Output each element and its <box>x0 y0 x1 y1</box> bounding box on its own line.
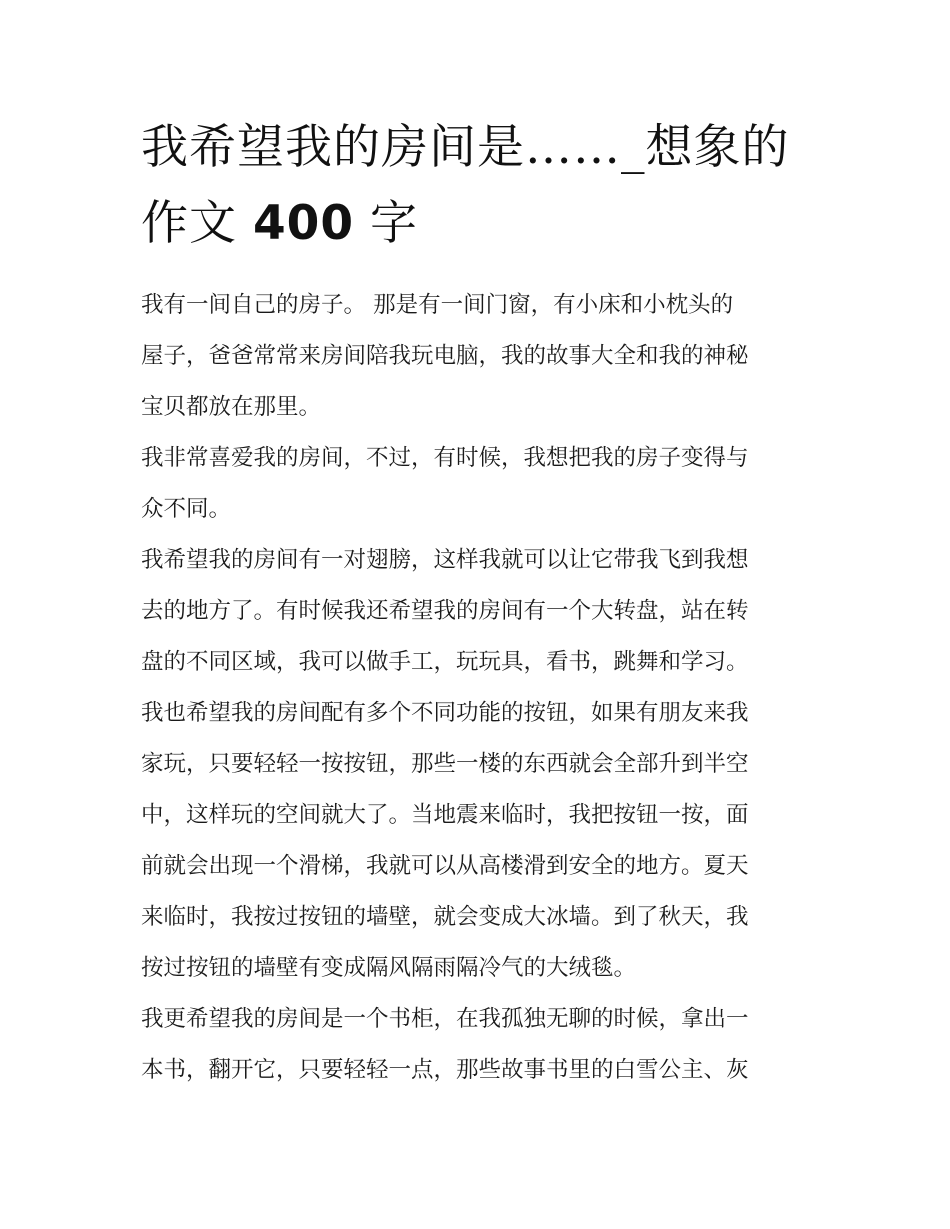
title-line-2 <box>141 186 813 262</box>
text-line: 前就会出现一个滑梯，我就可以从高楼滑到安全的地方。夏天 <box>141 853 749 879</box>
text-line: 宝贝都放在那里。 <box>141 394 322 420</box>
text-line: 来临时，我按过按钮的墙壁，就会变成大冰墙。到了秋天，我 <box>141 904 749 930</box>
text-line: 去的地方了。有时候我还希望我的房间有一个大转盘，站在转 <box>141 598 749 624</box>
text-line: 按过按钮的墙壁有变成隔风隔雨隔冷气的大绒毯。 <box>141 955 637 981</box>
text-line: 我非常喜爱我的房间，不过，有时候，我想把我的房子变得与 <box>141 445 749 471</box>
paragraph-1 <box>141 280 813 433</box>
paragraph-3 <box>141 535 813 688</box>
text-line: 我有一间自己的房子。 那是有一间门窗，有小床和小枕头的 <box>141 292 734 318</box>
text-line: 盘的不同区域，我可以做手工，玩玩具，看书，跳舞和学习。 <box>141 649 749 675</box>
text-line: 我也希望我的房间配有多个不同功能的按钮，如果有朋友来我 <box>141 700 749 726</box>
title-suffix: 字 <box>354 196 419 251</box>
paragraph-5 <box>141 994 813 1096</box>
text-line: 众不同。 <box>141 496 232 522</box>
text-line: 我希望我的房间有一对翅膀，这样我就可以让它带我飞到我想 <box>141 547 749 573</box>
paragraph-4 <box>141 688 813 994</box>
text-line: 本书，翻开它，只要轻轻一点，那些故事书里的白雪公主、灰 <box>141 1057 749 1083</box>
text-line: 屋子，爸爸常常来房间陪我玩电脑，我的故事大全和我的神秘 <box>141 343 749 369</box>
text-line: 我更希望我的房间是一个书柜，在我孤独无聊的时候，拿出一 <box>141 1006 749 1032</box>
title-prefix: 作文 <box>141 196 253 251</box>
document-page <box>141 110 813 1096</box>
essay-title <box>141 110 813 262</box>
title-line-1: 我希望我的房间是……_想象的 <box>141 120 790 175</box>
text-line: 中，这样玩的空间就大了。当地震来临时，我把按钮一按，面 <box>141 802 749 828</box>
title-word-count: 400 <box>252 196 355 251</box>
paragraph-2 <box>141 433 813 535</box>
essay-body <box>141 280 813 1096</box>
text-line: 家玩，只要轻轻一按按钮，那些一楼的东西就会全部升到半空 <box>141 751 749 777</box>
